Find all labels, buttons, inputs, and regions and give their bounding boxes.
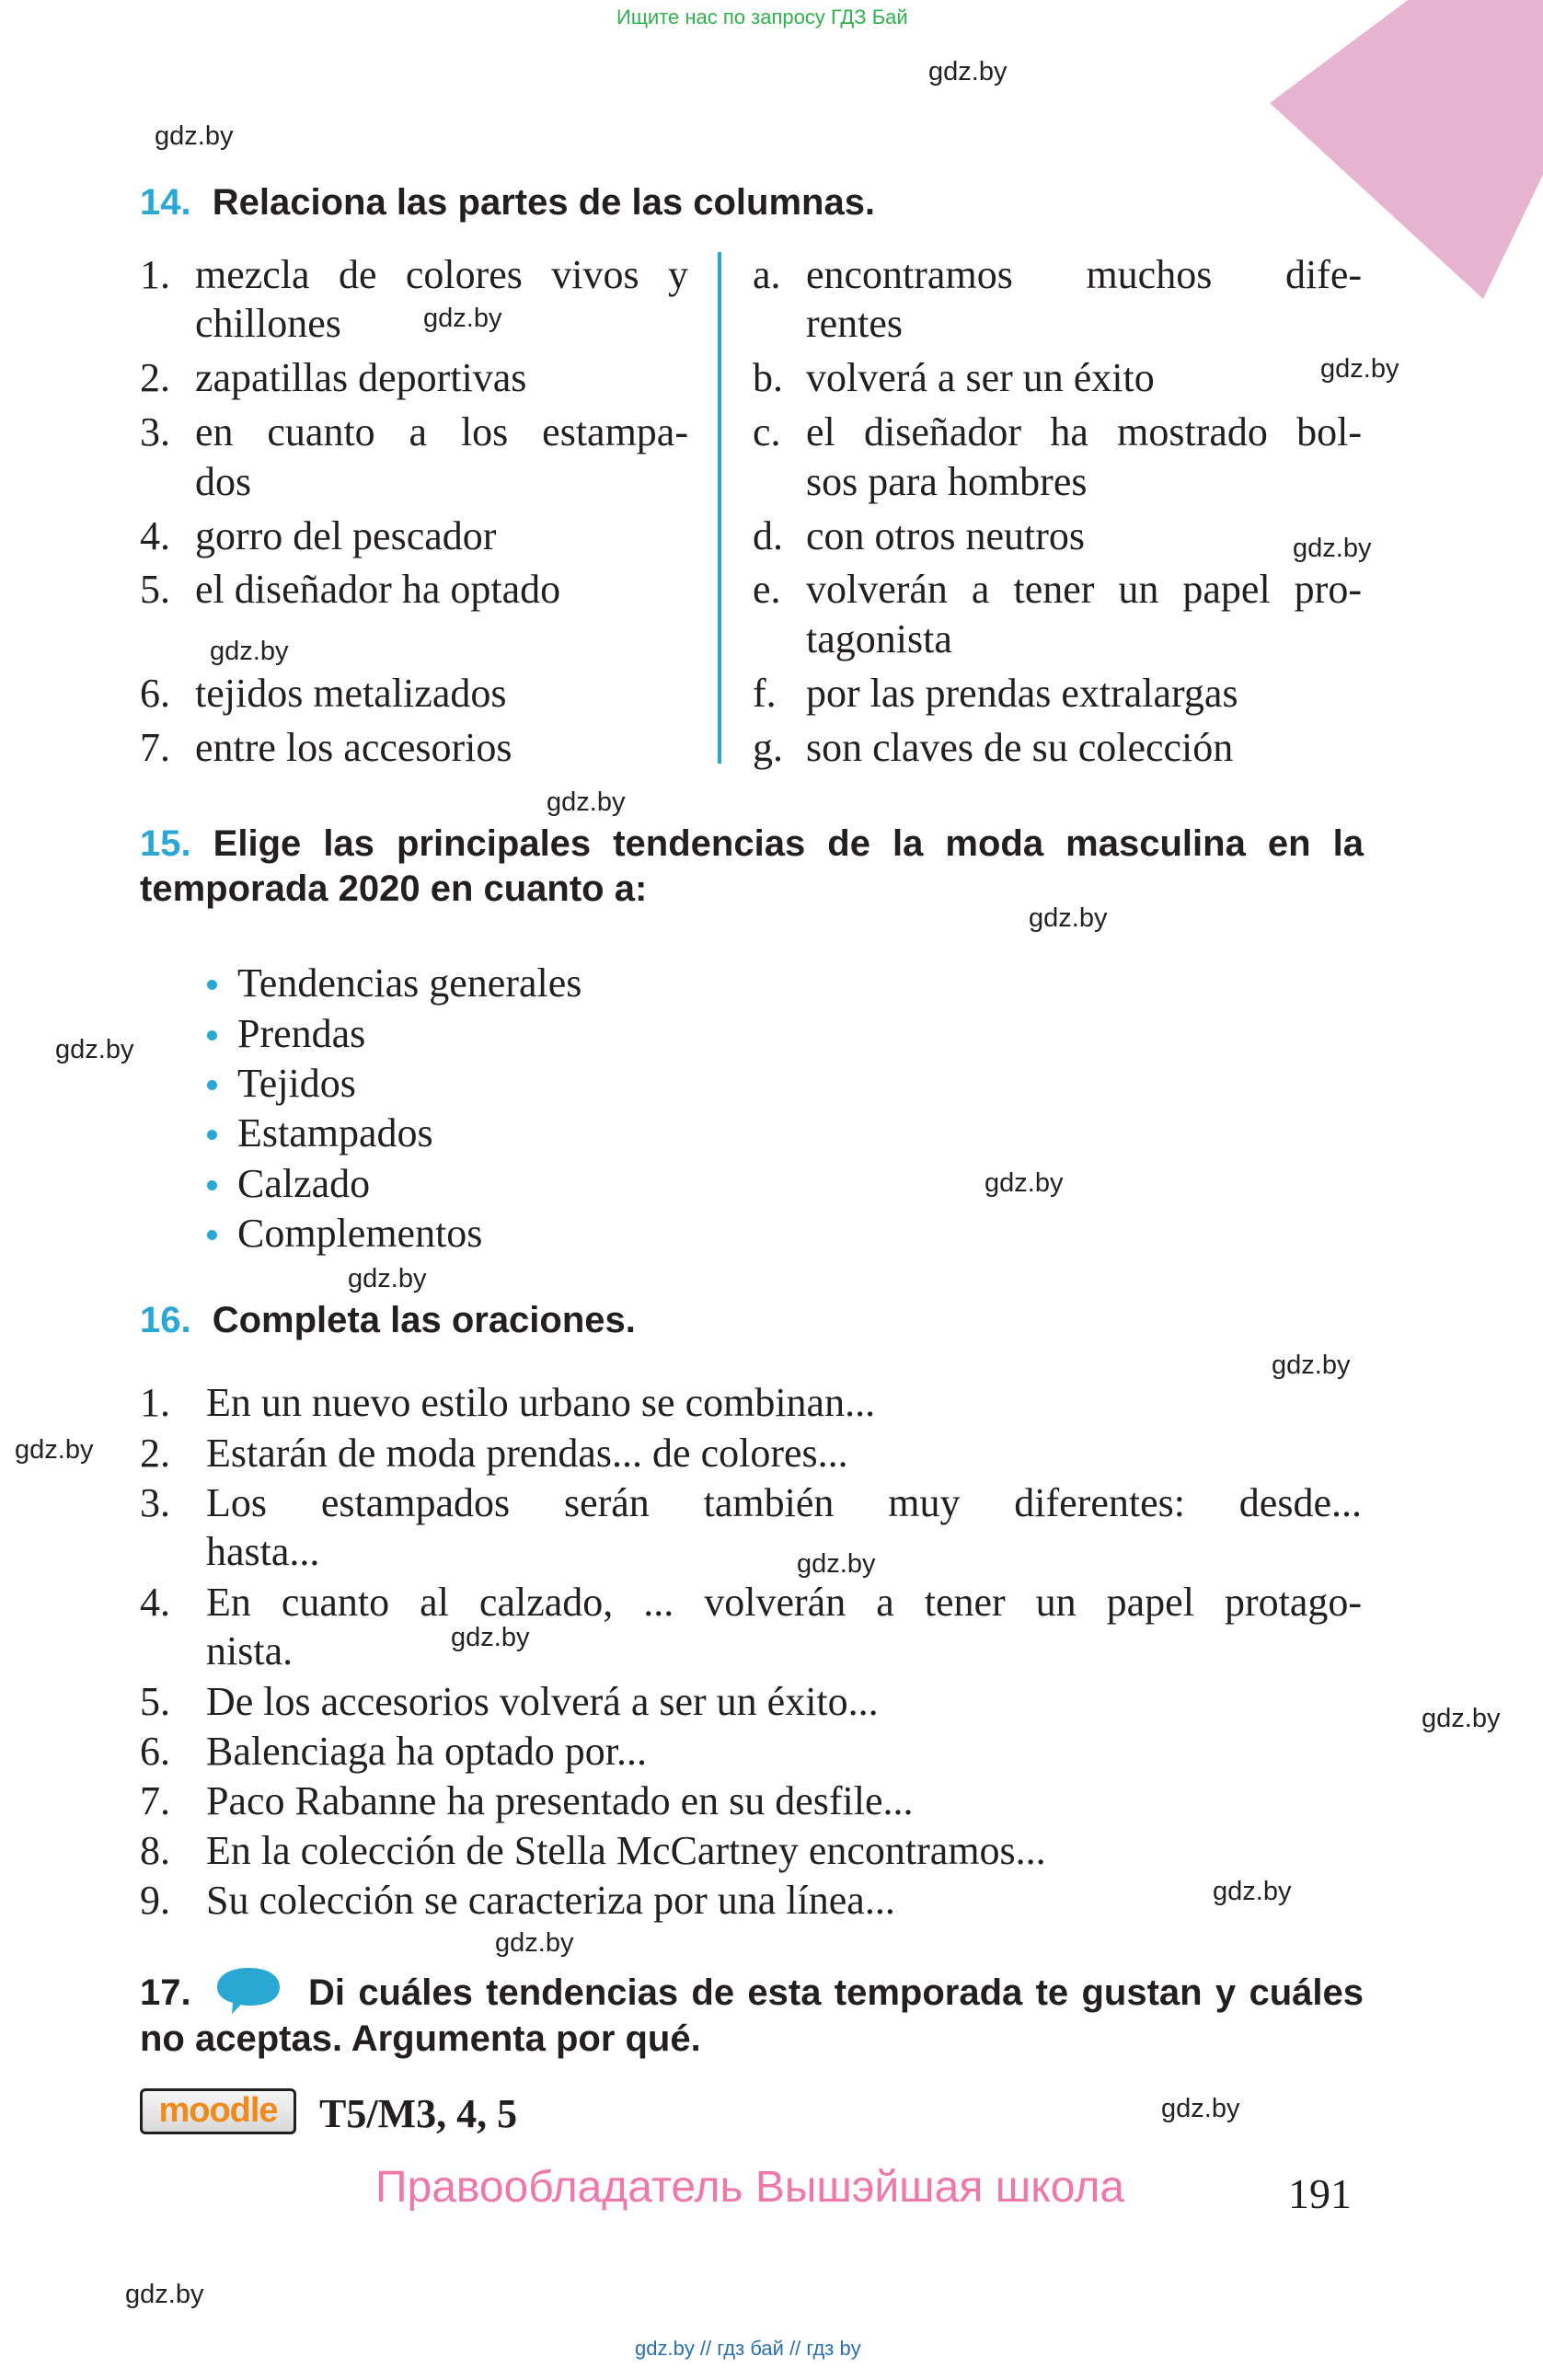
left-item-text: dos	[195, 459, 252, 504]
right-item-text: son claves de su colección	[806, 725, 1234, 770]
top-notice: Ищите нас по запросу ГДЗ Бай	[616, 6, 908, 29]
item-number: 1.	[140, 252, 170, 297]
sentence-text: nista.	[206, 1628, 294, 1673]
watermark: gdz.by	[451, 1623, 530, 1652]
watermark: gdz.by	[423, 304, 502, 333]
left-item-text: entre los accesorios	[195, 725, 512, 770]
moodle-reference: T5/M3, 4, 5	[319, 2091, 518, 2136]
page-number: 191	[1288, 2170, 1352, 2217]
right-item-a: a.	[753, 252, 781, 297]
watermark: gdz.by	[495, 1928, 574, 1958]
right-item-text: volverá a ser un éxito	[806, 355, 1155, 400]
list-item: Calzado	[237, 1161, 371, 1206]
watermark: gdz.by	[210, 637, 289, 666]
right-item-text: encontramos muchos dife-	[806, 252, 1362, 297]
left-item-text: el diseñador ha optado	[195, 567, 561, 612]
list-item: Tejidos	[237, 1061, 356, 1106]
footer-links[interactable]: gdz.by // гдз бай // гдз by	[635, 2337, 861, 2360]
left-item-text: en cuanto a los estampa-	[195, 409, 688, 454]
bullet-icon	[207, 1130, 217, 1140]
sentence-text: En un nuevo estilo urbano se combinan...	[206, 1380, 876, 1425]
watermark: gdz.by	[155, 121, 234, 151]
left-item-6: 6.	[140, 671, 170, 716]
right-item-text: rentes	[806, 301, 904, 346]
sentence-text: Los estampados serán también muy diferentes: desde...	[206, 1480, 1362, 1525]
left-item-1	[140, 250, 170, 299]
left-item-5: 5.	[140, 567, 170, 612]
task-title: Completa las oraciones.	[212, 1300, 636, 1340]
right-item-text: volverán a tener un papel pro-	[806, 567, 1362, 612]
watermark: gdz.by	[1320, 354, 1399, 384]
task-number: 14.	[140, 182, 191, 223]
sentence-text: De los accesorios volverá a ser un éxito...	[206, 1679, 879, 1724]
right-item-e: e.	[753, 567, 781, 612]
sentence-text: Estarán de moda prendas... de colores...	[206, 1431, 848, 1476]
sentence-number: 8.	[140, 1828, 170, 1873]
task-16-heading	[140, 1300, 636, 1341]
left-item-3: 3.	[140, 409, 170, 454]
sentence-number: 2.	[140, 1431, 170, 1476]
task-17-number: 17.	[140, 1972, 191, 2013]
watermark: gdz.by	[797, 1549, 876, 1579]
sentence-number: 4.	[140, 1580, 170, 1625]
sentence-number: 1.	[140, 1380, 170, 1425]
watermark: gdz.by	[1272, 1351, 1351, 1380]
right-item-d: d.	[753, 513, 783, 558]
task-title-line2: temporada 2020 en cuanto a:	[140, 868, 648, 909]
moodle-logo-text: moodle	[158, 2091, 278, 2130]
left-item-2: 2.	[140, 355, 170, 400]
sentence-text: hasta...	[206, 1529, 320, 1574]
task-title: Relaciona las partes de las columnas.	[212, 182, 876, 223]
watermark: gdz.by	[55, 1035, 134, 1064]
task-14-heading	[140, 182, 875, 224]
watermark: gdz.by	[1161, 2094, 1240, 2123]
bullet-icon	[207, 980, 217, 990]
right-item-text: con otros neutros	[806, 513, 1086, 558]
left-item-text: chillones	[195, 301, 341, 346]
list-item: Prendas	[237, 1011, 366, 1056]
list-item: Tendencias generales	[237, 960, 582, 1006]
right-item-text: tagonista	[806, 616, 952, 661]
sentence-number: 6.	[140, 1729, 170, 1774]
right-item-text: el diseñador ha mostrado bol-	[806, 409, 1362, 454]
speech-bubble-icon	[213, 1964, 283, 2018]
bullet-icon	[207, 1080, 217, 1090]
task-number: 15.	[140, 823, 191, 864]
task-number: 16.	[140, 1300, 191, 1340]
sentence-text: Paco Rabanne ha presentado en su desfile...	[206, 1778, 914, 1823]
watermark: gdz.by	[15, 1435, 94, 1465]
watermark: gdz.by	[1293, 534, 1372, 563]
right-item-text: sos para hombres	[806, 459, 1088, 504]
watermark: gdz.by	[125, 2280, 204, 2309]
task-15-heading	[140, 823, 1364, 865]
left-item-4: 4.	[140, 513, 170, 558]
watermark: gdz.by	[547, 788, 626, 817]
sentence-text: En la colección de Stella McCartney encontramos...	[206, 1828, 1046, 1873]
bullet-icon	[207, 1030, 217, 1041]
sentence-text: Balenciaga ha optado por...	[206, 1729, 647, 1774]
left-item-text: gorro del pescador	[195, 513, 497, 558]
task-title: Di cuáles tendencias de esta temporada te gustan y cuáles	[308, 1972, 1364, 2013]
watermark: gdz.by	[1029, 903, 1108, 933]
left-item-text: zapatillas deportivas	[195, 355, 527, 400]
list-item: Complementos	[237, 1211, 483, 1256]
task-title: Elige las principales tendencias de la moda masculina en la	[213, 823, 1364, 864]
task-title-line2: no aceptas. Argumenta por qué.	[140, 2018, 701, 2059]
bullet-icon	[207, 1180, 217, 1190]
watermark: gdz.by	[985, 1168, 1064, 1198]
watermark: gdz.by	[928, 57, 1008, 86]
right-item-g: g.	[753, 725, 783, 770]
column-divider	[718, 252, 721, 764]
sentence-number: 3.	[140, 1480, 170, 1525]
left-item-text: mezcla de colores vivos y	[195, 252, 688, 297]
sentence-number: 7.	[140, 1778, 170, 1823]
left-item-7: 7.	[140, 725, 170, 770]
sentence-text: Su colección se caracteriza por una línea...	[206, 1878, 895, 1923]
list-item: Estampados	[237, 1110, 433, 1156]
left-item-text: tejidos metalizados	[195, 671, 507, 716]
sentence-number: 5.	[140, 1679, 170, 1724]
watermark: gdz.by	[348, 1264, 427, 1293]
watermark: gdz.by	[1213, 1877, 1292, 1906]
moodle-logo	[140, 2088, 296, 2134]
bullet-icon	[207, 1230, 217, 1240]
sentence-number: 9.	[140, 1878, 170, 1923]
sentence-text: En cuanto al calzado, ... volverán a tener un papel protago-	[206, 1580, 1362, 1625]
right-item-c: c.	[753, 409, 781, 454]
right-item-text: por las prendas extralargas	[806, 671, 1238, 716]
copyright-holder: Правообладатель Вышэйшая школа	[375, 2163, 1125, 2212]
watermark: gdz.by	[1422, 1704, 1501, 1733]
right-item-f: f.	[753, 671, 777, 716]
right-item-b: b.	[753, 355, 783, 400]
